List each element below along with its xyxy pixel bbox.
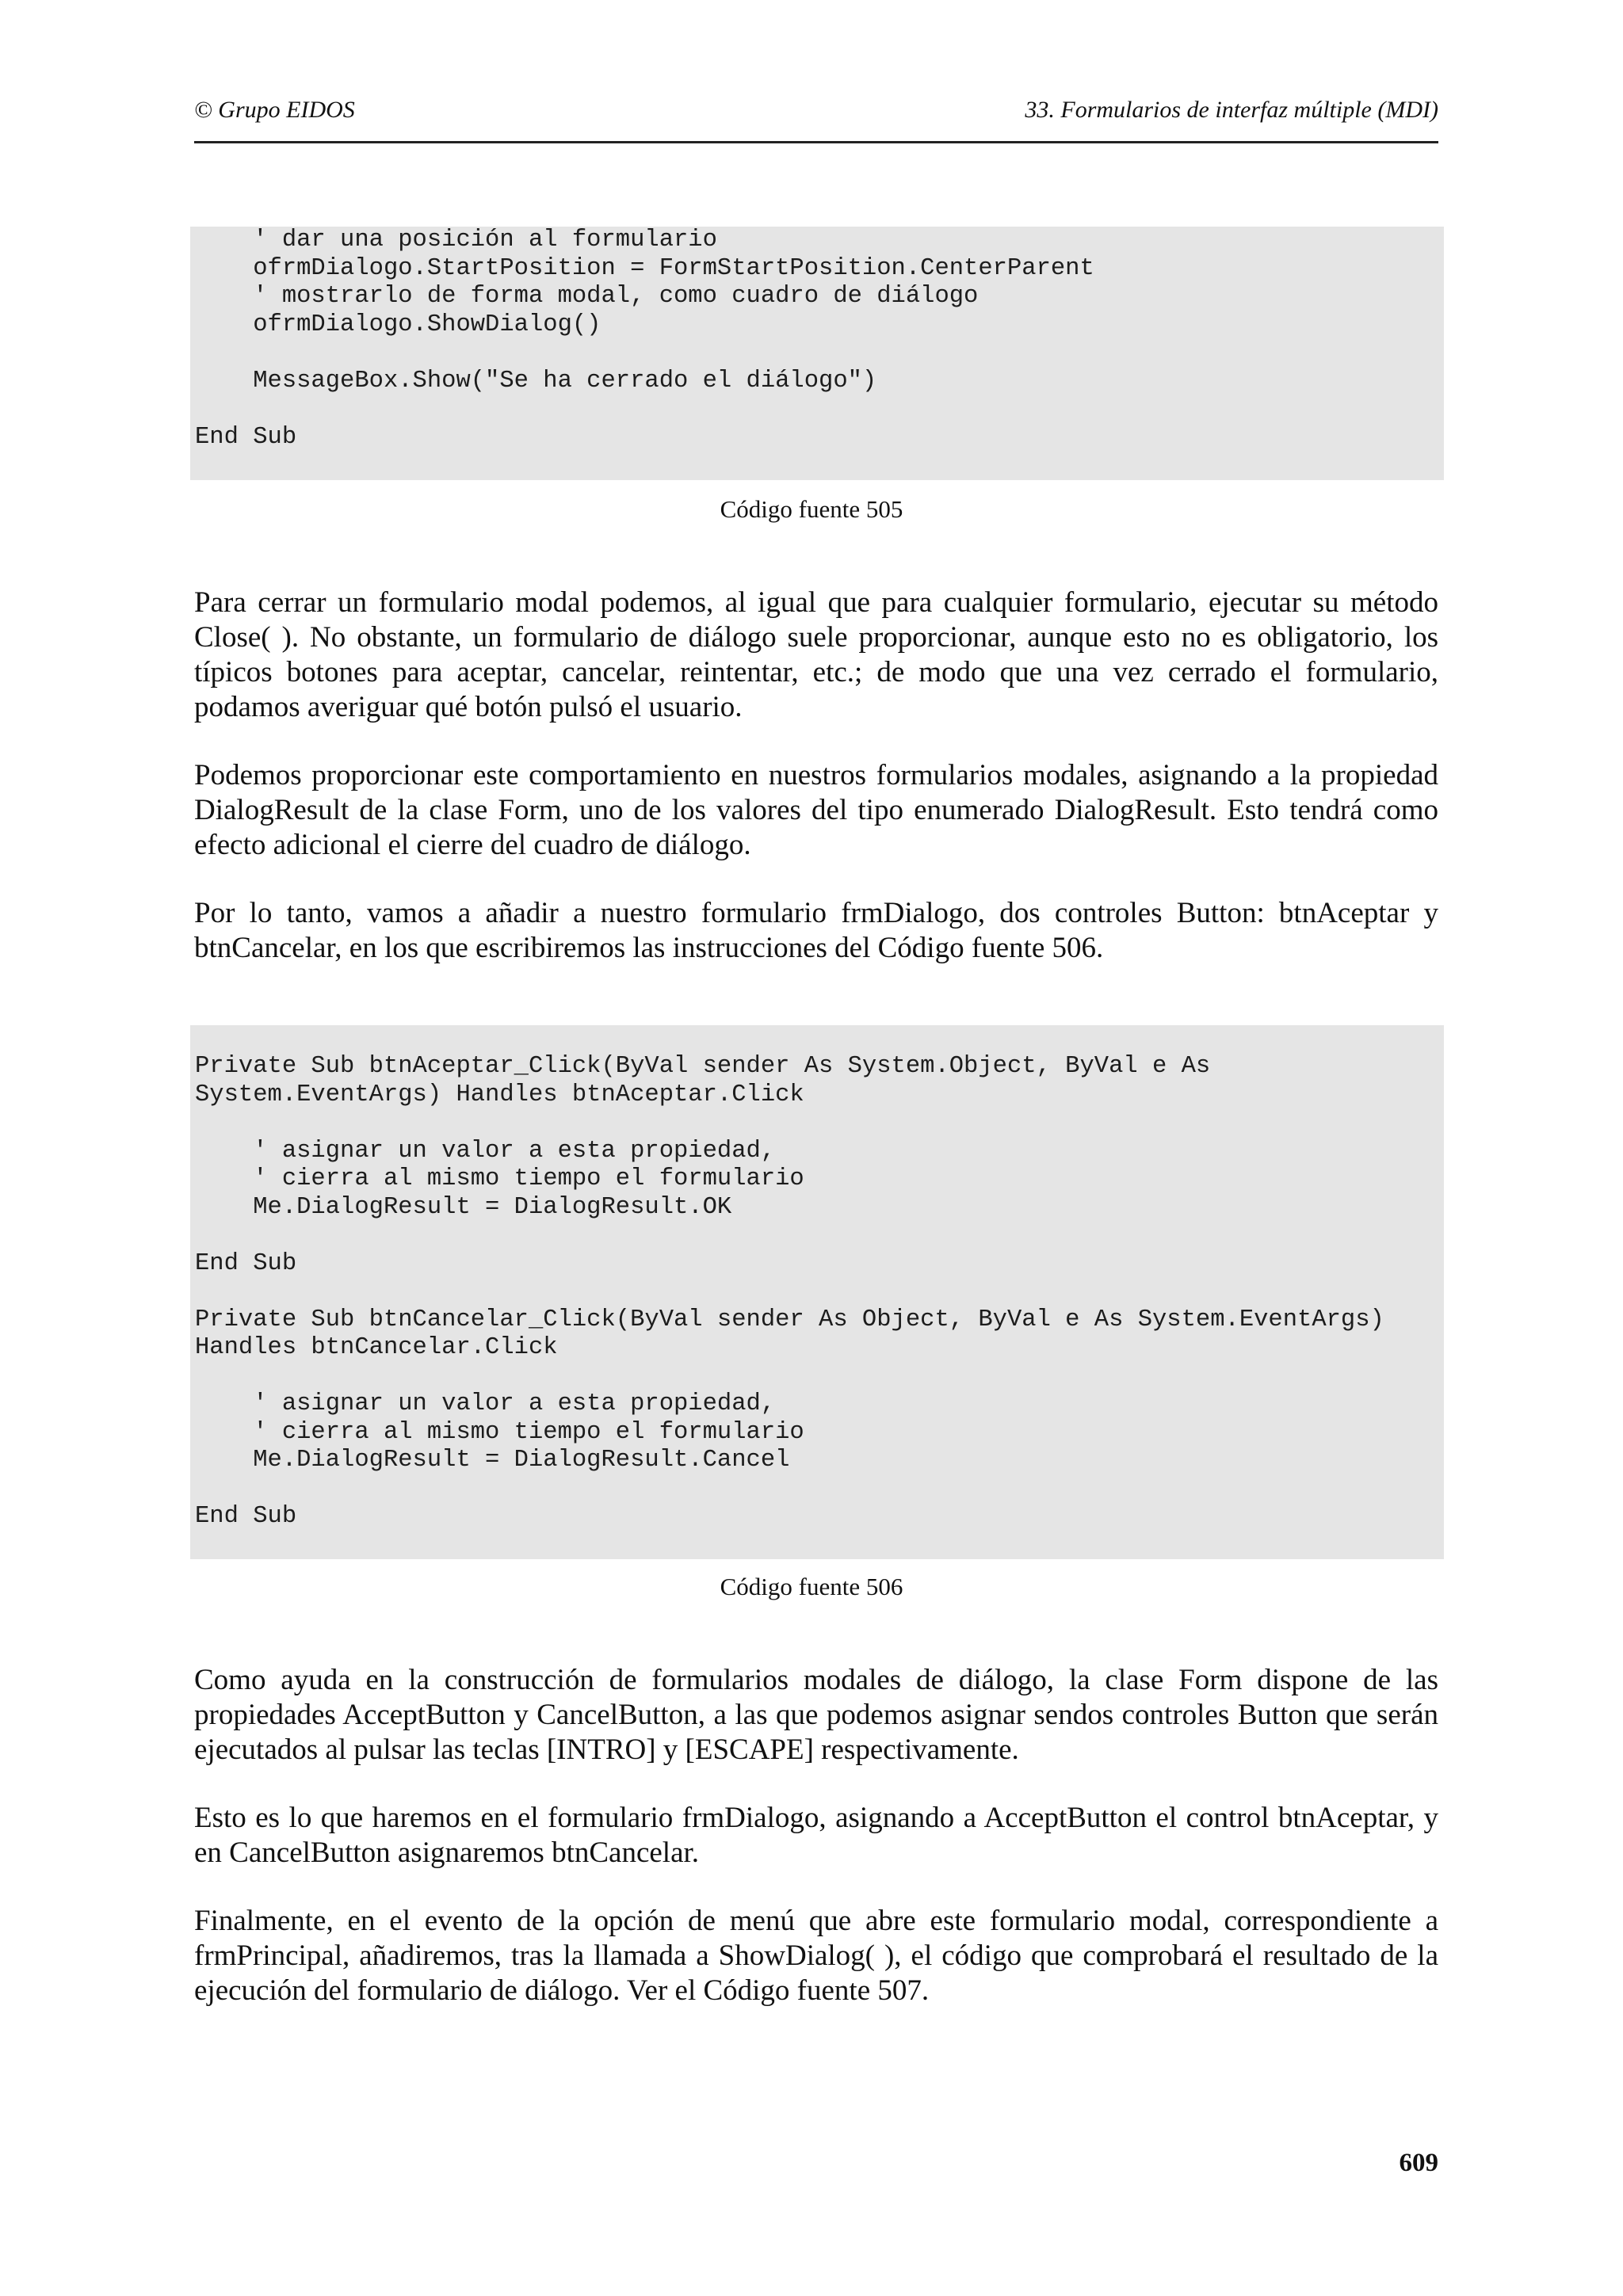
code-line: ' cierra al mismo tiempo el formulario xyxy=(195,1165,804,1192)
code-caption-505: Código fuente 505 xyxy=(720,495,903,523)
code-line: Me.DialogResult = DialogResult.OK xyxy=(195,1193,732,1221)
code-line: End Sub xyxy=(195,1249,297,1277)
paragraph: Para cerrar un formulario modal podemos, al igual que para cualquier formulario, ejecutar su método Close( ). No obstante, un formulario de diálogo suele proporcionar, aunque esto no es obligatorio, los típicos botones para aceptar, cancelar, reintentar, etc.; de modo que una vez cerrado el formulario, podamos averiguar qué botón pulsó el usuario. xyxy=(194,586,1438,723)
code-line: System.EventArgs) Handles btnAceptar.Click xyxy=(195,1081,804,1108)
code-line: ' dar una posición al formulario xyxy=(195,227,717,254)
code-line: ' cierra al mismo tiempo el formulario xyxy=(195,1418,804,1446)
code-line: MessageBox.Show("Se ha cerrado el diálogo") xyxy=(195,367,877,395)
code-line: End Sub xyxy=(195,1503,297,1530)
code-line: Me.DialogResult = DialogResult.Cancel xyxy=(195,1447,790,1474)
paragraph: Esto es lo que haremos en el formulario frmDialogo, asignando a AcceptButton el control btnAceptar, y en CancelButton asignaremos btnCancelar. xyxy=(194,1802,1438,1869)
code-line: ofrmDialogo.StartPosition = FormStartPosition.CenterParent xyxy=(195,254,1094,282)
code-line xyxy=(195,339,1444,368)
code-line: Private Sub btnCancelar_Click(ByVal sender As Object, ByVal e As System.EventArgs) xyxy=(195,1306,1384,1333)
paragraph: Por lo tanto, vamos a añadir a nuestro formulario frmDialogo, dos controles Button: btnAceptar y btnCancelar, en los que escribiremos las instrucciones del Código fuente 506. xyxy=(194,897,1438,964)
header-chapter-title: 33. Formularios de interfaz múltiple (MDI) xyxy=(1025,97,1438,123)
code-block-506 xyxy=(190,1025,1444,1559)
code-line: ' mostrarlo de forma modal, como cuadro de diálogo xyxy=(195,283,979,310)
code-line xyxy=(195,1278,1444,1306)
code-line: ' asignar un valor a esta propiedad, xyxy=(195,1390,776,1417)
code-line xyxy=(195,1109,1444,1138)
code-line xyxy=(195,1475,1444,1504)
code-caption-506: Código fuente 506 xyxy=(720,1573,903,1600)
code-line xyxy=(195,395,1444,424)
code-line: Private Sub btnAceptar_Click(ByVal sender As System.Object, ByVal e As xyxy=(195,1053,1211,1080)
code-line: ' asignar un valor a esta propiedad, xyxy=(195,1137,776,1165)
header-publisher: © Grupo EIDOS xyxy=(194,97,355,123)
code-line xyxy=(195,1363,1444,1391)
code-line: End Sub xyxy=(195,423,297,451)
code-line xyxy=(195,1222,1444,1250)
code-line: Handles btnCancelar.Click xyxy=(195,1334,558,1361)
paragraph: Como ayuda en la construcción de formularios modales de diálogo, la clase Form dispone de las propiedades AcceptButton y CancelButton, a las que podemos asignar sendos controles Button que serán ejecutados al pulsar las teclas [INTRO] y [ESCAPE] respectivamente. xyxy=(194,1664,1438,1766)
paragraph: Podemos proporcionar este comportamiento en nuestros formularios modales, asignando a la propiedad DialogResult de la clase Form, uno de los valores del tipo enumerado DialogResult. Esto tendrá como efecto adicional el cierre del cuadro de diálogo. xyxy=(194,759,1438,861)
code-block-505 xyxy=(190,227,1444,480)
code-line: ofrmDialogo.ShowDialog() xyxy=(195,311,601,338)
page-number: 609 xyxy=(1399,2149,1438,2177)
running-header xyxy=(194,93,1438,143)
paragraph: Finalmente, en el evento de la opción de menú que abre este formulario modal, correspondiente a frmPrincipal, añadiremos, tras la llamada a ShowDialog( ), el código que comprobará el resultado de la ejecución del formulario de diálogo. Ver el Código fuente 507. xyxy=(194,1905,1438,2007)
